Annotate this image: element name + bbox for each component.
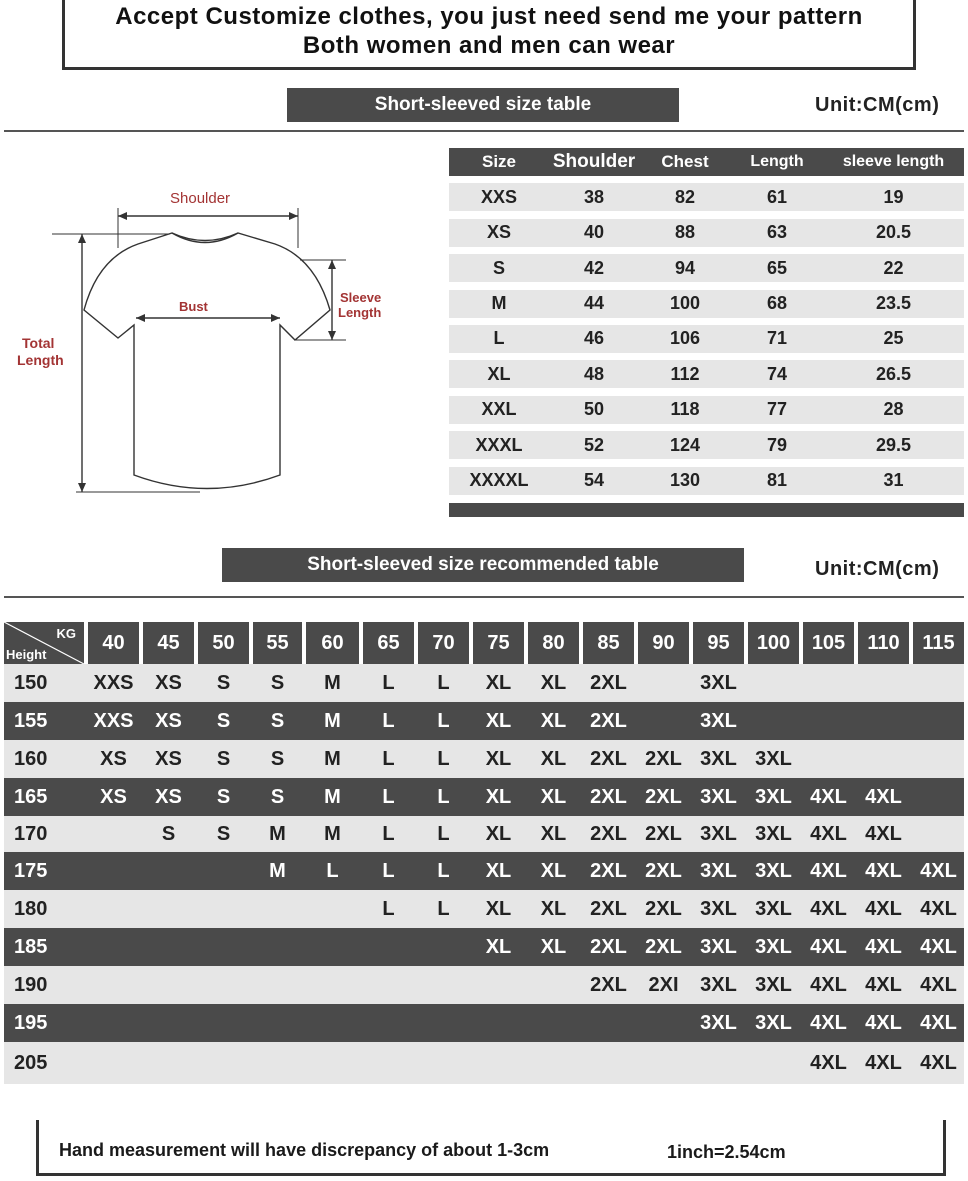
size-cell: 3XL: [755, 859, 792, 882]
size-cell: 3XL: [755, 973, 792, 996]
height-cell: 175: [14, 859, 48, 882]
shoulder-cell: 48: [583, 363, 605, 384]
size-cell: M: [491, 293, 507, 314]
length-header: Length: [750, 153, 804, 170]
sleeve-length-cell: 29.5: [875, 434, 912, 455]
recommended-table-row: [4, 702, 964, 740]
kg-header-cell: 40: [88, 622, 139, 664]
footer-note-box: [36, 1120, 946, 1176]
sleeve-length-cell: 22: [883, 257, 904, 278]
size-cell: 3XL: [700, 935, 737, 958]
height-cell: 150: [14, 671, 48, 694]
sleeve-length-cell: 25: [883, 328, 904, 349]
size-cell: 4XL: [920, 859, 957, 882]
shoulder-cell: 42: [583, 257, 605, 278]
size-cell: M: [269, 822, 286, 845]
sleeve-length-header: sleeve length: [842, 153, 945, 170]
size-cell: M: [324, 747, 341, 770]
size-cell: S: [216, 709, 231, 732]
size-table-row: [449, 360, 964, 388]
size-cell: M: [324, 709, 341, 732]
kg-corner-label: KG: [56, 626, 76, 641]
size-cell: S: [270, 709, 285, 732]
size-cell: M: [324, 671, 341, 694]
recommended-table-row: [4, 664, 964, 702]
size-table-row: [449, 183, 964, 211]
size-cell: XS: [100, 747, 127, 770]
kg-header-cell: 85: [583, 622, 634, 664]
chest-cell: 130: [669, 470, 701, 491]
size-cell: S: [216, 785, 231, 808]
sleeve-length-cell: 19: [883, 186, 904, 207]
size-cell: XXS: [480, 186, 518, 207]
shoulder-cell: 44: [583, 293, 605, 314]
size-cell: 4XL: [920, 935, 957, 958]
size-table-row: [449, 290, 964, 318]
shoulder-cell: 54: [583, 470, 605, 491]
size-cell: L: [437, 897, 450, 920]
size-cell: XS: [100, 785, 127, 808]
size-cell: S: [492, 257, 505, 278]
size-cell: L: [437, 747, 450, 770]
size-cell: S: [216, 747, 231, 770]
kg-header-cell: 105: [803, 622, 854, 664]
size-cell: XL: [540, 671, 567, 694]
size-cell: 4XL: [865, 1051, 902, 1074]
size-table-header: [449, 148, 964, 176]
total-length-label-1: Total: [22, 335, 55, 351]
sleeve-length-label-1: Sleeve: [340, 290, 382, 305]
chest-cell: 112: [670, 363, 700, 384]
size-table-row: [449, 254, 964, 282]
inch-conversion-note: 1inch=2.54cm: [667, 1142, 786, 1162]
size-cell: 4XL: [810, 785, 847, 808]
size-cell: XL: [485, 785, 512, 808]
size-cell: XXS: [93, 709, 134, 732]
size-cell: 3XL: [755, 935, 792, 958]
size-cell: XL: [540, 822, 567, 845]
total-length-label-2: Length: [17, 352, 64, 368]
size-cell: XL: [487, 363, 511, 384]
measurement-note: Hand measurement will have discrepancy of about 1-3cm: [59, 1140, 550, 1160]
size-cell: 4XL: [920, 1011, 957, 1034]
size-cell: XL: [540, 747, 567, 770]
size-table-unit: Unit:CM(cm): [815, 94, 940, 116]
chest-header: Chest: [661, 152, 709, 171]
size-cell: XXL: [481, 399, 517, 420]
shoulder-cell: 52: [583, 434, 605, 455]
size-cell: L: [493, 328, 505, 349]
size-cell: 2XL: [645, 897, 682, 920]
size-table-footer-bar: [449, 503, 964, 517]
size-cell: 4XL: [810, 897, 847, 920]
height-cell: 155: [14, 709, 48, 732]
size-cell: 2XL: [590, 973, 627, 996]
size-cell: XL: [485, 897, 512, 920]
size-cell: S: [270, 671, 285, 694]
length-cell: 68: [766, 293, 788, 314]
size-cell: M: [324, 785, 341, 808]
size-cell: 3XL: [700, 859, 737, 882]
shoulder-cell: 38: [583, 186, 605, 207]
size-cell: 4XL: [810, 822, 847, 845]
kg-header-cell: 75: [473, 622, 524, 664]
recommended-table-row: [4, 1004, 964, 1042]
recommended-table-row: [4, 852, 964, 890]
size-cell: 3XL: [755, 822, 792, 845]
length-cell: 74: [766, 363, 788, 384]
header-line-1: Accept Customize clothes, you just need send me your pattern: [115, 3, 863, 30]
size-cell: XXS: [93, 671, 134, 694]
size-cell: 4XL: [865, 1011, 902, 1034]
size-cell: XL: [540, 935, 567, 958]
sleeve-length-label-2: Length: [338, 305, 382, 320]
size-cell: M: [324, 822, 341, 845]
size-cell: L: [437, 709, 450, 732]
size-table-row: [449, 325, 964, 353]
size-cell: XL: [485, 671, 512, 694]
height-cell: 190: [14, 973, 48, 996]
size-cell: 4XL: [810, 1051, 847, 1074]
size-cell: 4XL: [810, 1011, 847, 1034]
size-cell: 3XL: [700, 747, 737, 770]
size-cell: 3XL: [755, 785, 792, 808]
size-cell: L: [437, 822, 450, 845]
header-banner: [62, 0, 916, 70]
recommended-table-header: [4, 622, 964, 664]
recommended-table-row: [4, 1042, 964, 1084]
size-cell: 3XL: [700, 709, 737, 732]
size-cell: XS: [155, 709, 182, 732]
size-cell: 2XL: [590, 859, 627, 882]
recommended-table-unit: Unit:CM(cm): [815, 558, 940, 580]
size-cell: L: [326, 859, 339, 882]
size-cell: 4XL: [920, 1051, 957, 1074]
sleeve-length-cell: 23.5: [875, 293, 912, 314]
size-cell: XS: [155, 785, 182, 808]
recommended-size-table: [4, 622, 964, 1084]
kg-header-cell: 80: [528, 622, 579, 664]
size-cell: 2XL: [590, 747, 627, 770]
chest-cell: 88: [674, 222, 696, 243]
sleeve-length-cell: 31: [883, 470, 904, 491]
sleeve-length-cell: 20.5: [875, 222, 912, 243]
height-cell: 205: [14, 1051, 48, 1074]
size-cell: 2XL: [590, 897, 627, 920]
kg-header-cell: 60: [306, 622, 359, 664]
size-cell: L: [382, 709, 395, 732]
kg-header-cell: 95: [693, 622, 744, 664]
height-cell: 160: [14, 747, 48, 770]
recommended-table-title: Short-sleeved size recommended table: [222, 548, 744, 582]
header-corner-cell: [4, 622, 84, 664]
size-cell: 4XL: [865, 973, 902, 996]
size-cell: 4XL: [920, 973, 957, 996]
size-cell: 4XL: [865, 935, 902, 958]
size-cell: 4XL: [810, 859, 847, 882]
height-cell: 185: [14, 935, 48, 958]
size-cell: 2XL: [590, 935, 627, 958]
height-cell: 195: [14, 1011, 48, 1034]
shoulder-label: Shoulder: [170, 190, 231, 207]
kg-header-cell: 70: [418, 622, 469, 664]
size-table-row: [449, 396, 964, 424]
height-cell: 170: [14, 822, 48, 845]
kg-header-cell: 50: [198, 622, 249, 664]
size-cell: 3XL: [700, 785, 737, 808]
size-cell: XL: [540, 785, 567, 808]
size-cell: L: [382, 859, 395, 882]
recommended-table-row: [4, 966, 964, 1004]
size-cell: L: [382, 822, 395, 845]
length-cell: 81: [766, 470, 788, 491]
size-cell: XL: [485, 935, 512, 958]
size-cell: L: [437, 785, 450, 808]
size-cell: L: [437, 859, 450, 882]
shoulder-cell: 40: [583, 222, 605, 243]
size-cell: 4XL: [810, 973, 847, 996]
size-cell: 3XL: [755, 747, 792, 770]
size-table-row: [449, 431, 964, 459]
size-cell: S: [270, 747, 285, 770]
chest-cell: 118: [670, 399, 700, 420]
kg-header-cell: 45: [143, 622, 194, 664]
size-cell: L: [382, 897, 395, 920]
length-cell: 77: [766, 399, 788, 420]
size-cell: 2XL: [645, 747, 682, 770]
size-cell: S: [270, 785, 285, 808]
chest-cell: 82: [674, 186, 696, 207]
size-table-row: [449, 467, 964, 495]
height-cell: 180: [14, 897, 48, 920]
size-cell: 4XL: [920, 897, 957, 920]
size-cell: L: [382, 671, 395, 694]
size-cell: XXXL: [475, 434, 523, 455]
kg-header-cell: 90: [638, 622, 689, 664]
length-cell: 65: [766, 257, 788, 278]
kg-header-cell: 110: [858, 622, 909, 664]
section-rule-2: [4, 596, 964, 598]
recommended-table-row: [4, 816, 964, 852]
recommended-table-row: [4, 778, 964, 816]
shoulder-header: Shoulder: [552, 151, 636, 172]
chest-cell: 100: [669, 293, 701, 314]
chest-cell: 106: [669, 328, 701, 349]
tshirt-diagram: [0, 170, 420, 510]
size-cell: XL: [485, 709, 512, 732]
size-table-title: Short-sleeved size table: [287, 88, 679, 122]
size-cell: 3XL: [700, 1011, 737, 1034]
size-cell: XL: [485, 747, 512, 770]
size-table: [449, 148, 964, 517]
size-cell: M: [269, 859, 286, 882]
size-cell: 2XL: [590, 785, 627, 808]
size-cell: XL: [485, 859, 512, 882]
size-cell: S: [216, 671, 231, 694]
size-cell: 3XL: [700, 897, 737, 920]
size-cell: XL: [540, 897, 567, 920]
tshirt-outline-icon: [0, 170, 420, 510]
kg-header-cell: 115: [913, 622, 964, 664]
size-cell: 3XL: [755, 897, 792, 920]
size-cell: 3XL: [700, 973, 737, 996]
size-cell: XS: [486, 222, 511, 243]
sleeve-length-cell: 28: [883, 399, 904, 420]
recommended-table-row: [4, 890, 964, 928]
size-cell: XS: [155, 671, 182, 694]
size-cell: 4XL: [865, 785, 902, 808]
size-cell: 3XL: [700, 822, 737, 845]
size-cell: 4XL: [865, 897, 902, 920]
length-cell: 63: [766, 222, 788, 243]
size-cell: 2XL: [645, 859, 682, 882]
length-cell: 71: [766, 328, 788, 349]
kg-header-cell: 100: [748, 622, 799, 664]
size-cell: 4XL: [810, 935, 847, 958]
size-cell: 2XL: [645, 785, 682, 808]
size-cell: 4XL: [865, 859, 902, 882]
height-cell: 165: [14, 785, 48, 808]
size-cell: 2XL: [590, 709, 627, 732]
size-cell: 3XL: [700, 671, 737, 694]
chest-cell: 124: [669, 434, 701, 455]
kg-header-cell: 55: [253, 622, 302, 664]
size-cell: L: [382, 747, 395, 770]
chest-cell: 94: [674, 257, 696, 278]
section-rule-1: [4, 130, 964, 132]
size-cell: XL: [540, 859, 567, 882]
recommended-table-row: [4, 928, 964, 966]
sleeve-length-cell: 26.5: [875, 363, 912, 384]
size-cell: 2XL: [590, 822, 627, 845]
bust-label: Bust: [179, 299, 208, 314]
size-cell: XL: [485, 822, 512, 845]
size-cell: L: [437, 671, 450, 694]
size-cell: 2XL: [645, 935, 682, 958]
kg-header-cell: 65: [363, 622, 414, 664]
length-cell: 61: [766, 186, 788, 207]
shoulder-cell: 50: [583, 399, 605, 420]
length-cell: 79: [766, 434, 788, 455]
recommended-table-row: [4, 740, 964, 778]
size-cell: 4XL: [865, 822, 902, 845]
size-header: Size: [481, 152, 517, 171]
size-cell: 2XL: [645, 822, 682, 845]
height-corner-label: Height: [6, 647, 47, 662]
header-line-2: Both women and men can wear: [302, 32, 676, 59]
size-table-row: [449, 219, 964, 247]
size-cell: S: [216, 822, 231, 845]
size-cell: XL: [540, 709, 567, 732]
size-cell: 2XL: [590, 671, 627, 694]
size-cell: 2XI: [648, 973, 679, 996]
size-cell: L: [382, 785, 395, 808]
size-cell: 3XL: [755, 1011, 792, 1034]
size-cell: XS: [155, 747, 182, 770]
shoulder-cell: 46: [583, 328, 605, 349]
size-cell: XXXXL: [469, 470, 529, 491]
size-cell: S: [161, 822, 176, 845]
